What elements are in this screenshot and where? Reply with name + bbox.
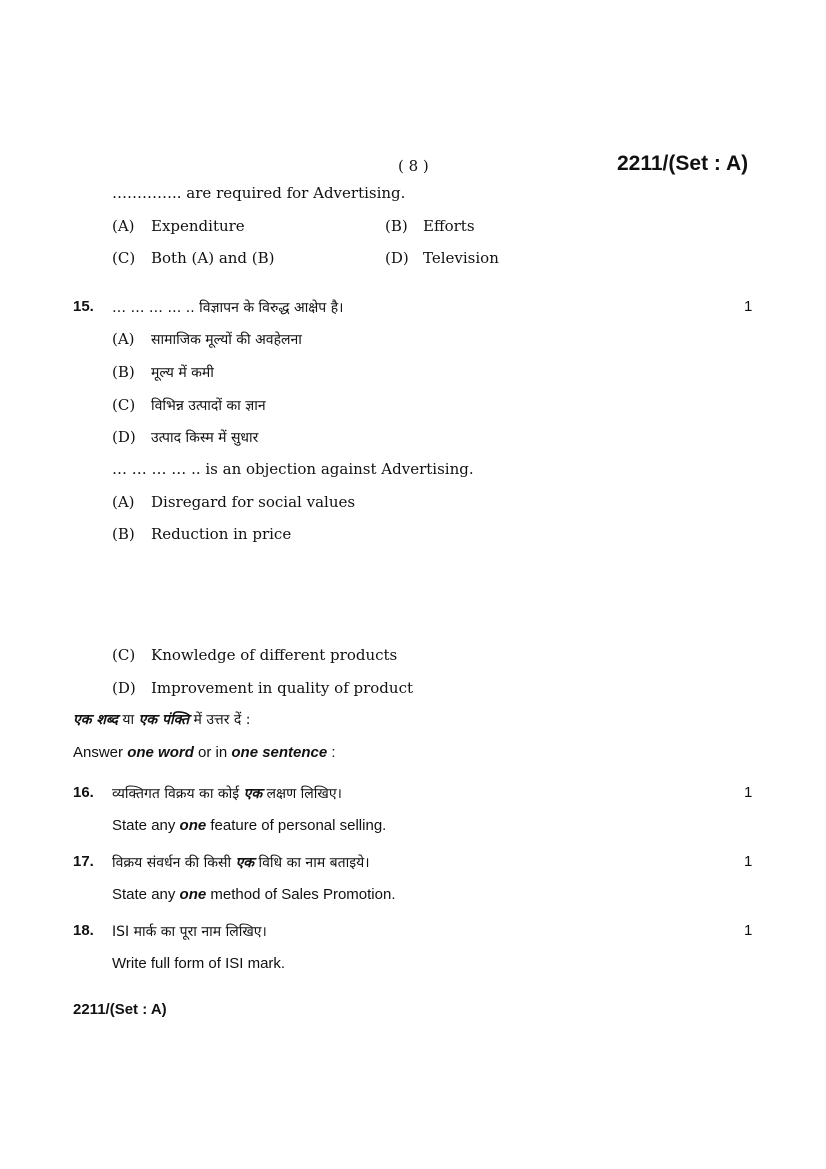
q15-hi-option-a-letter: (A) — [112, 330, 135, 348]
q15-en-option-d-text: Improvement in quality of product — [151, 679, 414, 697]
q14-option-d-text: Television — [423, 249, 499, 267]
paper-code: 2211/(Set : A) — [617, 152, 749, 175]
instr-hi-answer: में उत्तर दें : — [189, 712, 251, 728]
instr-en-answer: Answer — [73, 744, 128, 761]
q17-hindi — [112, 853, 370, 872]
q16-en-c: feature of personal selling. — [206, 817, 387, 834]
q15-hi-option-a-text: सामाजिक मूल्यों की अवहेलना — [151, 332, 302, 348]
footer-paper-code: 2211/(Set : A) — [73, 1001, 167, 1018]
q17-hi-c: विधि का नाम बताइये। — [254, 855, 370, 871]
q17-number: 17. — [73, 853, 94, 870]
q15-stem-english: … … … … .. is an objection against Advertising. — [112, 460, 474, 478]
q15-hi-option-b-text: मूल्य में कमी — [151, 365, 214, 381]
q14-option-a-text: Expenditure — [151, 217, 245, 235]
instr-en-or-in: or in — [193, 744, 232, 761]
q17-hi-b: एक — [235, 855, 255, 871]
q17-en-c: method of Sales Promotion. — [206, 886, 396, 903]
q16-number: 16. — [73, 784, 94, 801]
q17-en-a: State any — [112, 886, 180, 903]
q14-option-d-letter: (D) — [385, 249, 409, 267]
instr-en-one-sentence: one sentence — [231, 744, 328, 761]
instr-en-one-word: one word — [127, 744, 194, 761]
q17-english — [112, 886, 395, 903]
q16-hi-b: एक — [243, 786, 263, 802]
q14-option-b-letter: (B) — [385, 217, 408, 235]
q18-hindi: ISI मार्क का पूरा नाम लिखिए। — [112, 924, 267, 940]
q15-hi-option-b-letter: (B) — [112, 363, 135, 381]
q15-en-option-a-letter: (A) — [112, 493, 135, 511]
q15-en-option-b-letter: (B) — [112, 525, 135, 543]
q16-hi-c: लक्षण लिखिए। — [262, 786, 342, 802]
q15-en-option-d-letter: (D) — [112, 679, 136, 697]
q14-stem-english: ………….. are required for Advertising. — [112, 184, 406, 202]
q14-option-a-letter: (A) — [112, 217, 135, 235]
q14-option-c-text: Both (A) and (B) — [151, 249, 275, 267]
q15-hi-option-c-text: विभिन्न उत्पादों का ज्ञान — [151, 398, 266, 414]
q15-marks: 1 — [744, 298, 753, 315]
q15-number: 15. — [73, 298, 94, 315]
q18-english: Write full form of ISI mark. — [112, 955, 286, 972]
page-number: ( 8 ) — [398, 157, 429, 175]
instr-hi-one-line: एक पंक्ति — [138, 712, 190, 728]
q18-marks: 1 — [744, 922, 753, 939]
q16-marks: 1 — [744, 784, 753, 801]
instructions-english — [73, 744, 336, 761]
q16-hi-a: व्यक्तिगत विक्रय का कोई — [112, 786, 244, 802]
q15-en-option-c-letter: (C) — [112, 646, 136, 664]
instr-hi-one-word: एक शब्द — [73, 712, 118, 728]
q16-hindi — [112, 784, 342, 803]
q17-hi-a: विक्रय संवर्धन की किसी — [112, 855, 236, 871]
instr-en-colon: : — [327, 744, 336, 761]
q17-marks: 1 — [744, 853, 753, 870]
q15-stem-hindi: … … … … .. विज्ञापन के विरुद्ध आक्षेप है। — [112, 300, 344, 316]
q14-option-b-text: Efforts — [423, 217, 475, 235]
q15-hi-option-d-letter: (D) — [112, 428, 136, 446]
q15-en-option-b-text: Reduction in price — [151, 525, 292, 543]
q14-option-c-letter: (C) — [112, 249, 136, 267]
q16-english — [112, 817, 386, 834]
q15-en-option-a-text: Disregard for social values — [151, 493, 356, 511]
q16-en-a: State any — [112, 817, 180, 834]
instr-hi-or: या — [117, 712, 139, 728]
q16-en-b: one — [179, 817, 207, 834]
q15-hi-option-d-text: उत्पाद किस्म में सुधार — [151, 430, 259, 446]
q15-en-option-c-text: Knowledge of different products — [151, 646, 398, 664]
q18-number: 18. — [73, 922, 94, 939]
q15-hi-option-c-letter: (C) — [112, 396, 136, 414]
q17-en-b: one — [179, 886, 207, 903]
instructions-hindi — [73, 710, 250, 729]
